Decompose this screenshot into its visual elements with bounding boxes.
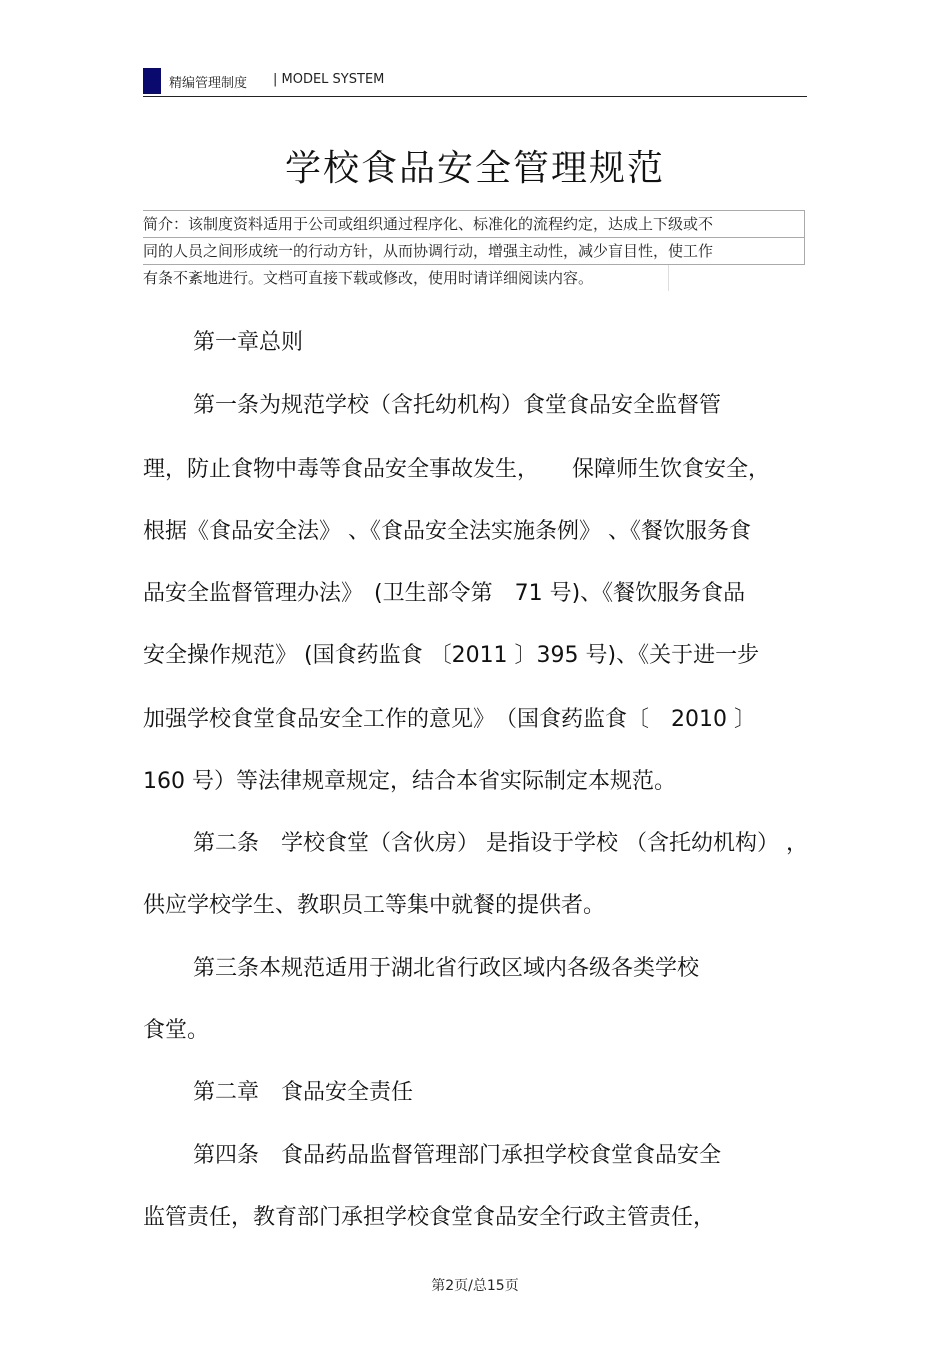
paragraph-line: 第三条本规范适用于湖北省行政区域内各级各类学校	[193, 956, 700, 981]
chapter-heading: 第二章 食品安全责任	[193, 1080, 414, 1105]
page-number: 第2页/总15页	[431, 1278, 519, 1294]
logo-icon	[143, 68, 161, 94]
intro-line: 简介：该制度资料适用于公司或组织通过程序化、标准化的流程约定，达成上下级或不	[143, 210, 805, 237]
intro-line: 有条不紊地进行。文档可直接下载或修改，使用时请详细阅读内容。	[143, 265, 669, 291]
header-right-text: | MODEL SYSTEM	[273, 72, 385, 87]
paragraph-line: 第一条为规范学校（含托幼机构）食堂食品安全监督管	[193, 393, 722, 418]
paragraph-line: 加强学校食堂食品安全工作的意见》 （国食药监食〔 2010 〕	[143, 707, 756, 732]
paragraph-line: 品安全监督管理办法》 (卫生部令第 71 号)、《餐饮服务食品	[143, 581, 746, 606]
intro-line: 同的人员之间形成统一的行动方针，从而协调行动，增强主动性，减少盲目性，使工作	[143, 237, 805, 265]
paragraph-line: 理，防止食物中毒等食品安全事故发生， 保障师生饮食安全，	[143, 457, 771, 482]
paragraph-line: 160 号）等法律规章规定，结合本省实际制定本规范。	[143, 769, 676, 794]
paragraph-line: 第四条 食品药品监督管理部门承担学校食堂食品安全	[193, 1143, 722, 1168]
paragraph-line: 安全操作规范》 (国食药监食 〔2011 〕395 号)、《关于进一步	[143, 643, 760, 668]
intro-block	[143, 210, 805, 291]
paragraph-line: 食堂。	[143, 1018, 210, 1043]
document-title: 学校食品安全管理规范	[284, 148, 665, 189]
page-header	[143, 66, 807, 97]
paragraph-line: 供应学校学生、教职员工等集中就餐的提供者。	[143, 893, 606, 918]
chapter-heading: 第一章总则	[193, 330, 304, 355]
paragraph-line: 第二条 学校食堂（含伙房） 是指设于学校 （含托幼机构） ，	[193, 831, 808, 856]
header-left-text: 精编管理制度	[169, 76, 248, 91]
paragraph-line: 监管责任，教育部门承担学校食堂食品安全行政主管责任，	[143, 1205, 716, 1230]
paragraph-line: 根据《食品安全法》 、《食品安全法实施条例》 、《餐饮服务食	[143, 519, 751, 544]
